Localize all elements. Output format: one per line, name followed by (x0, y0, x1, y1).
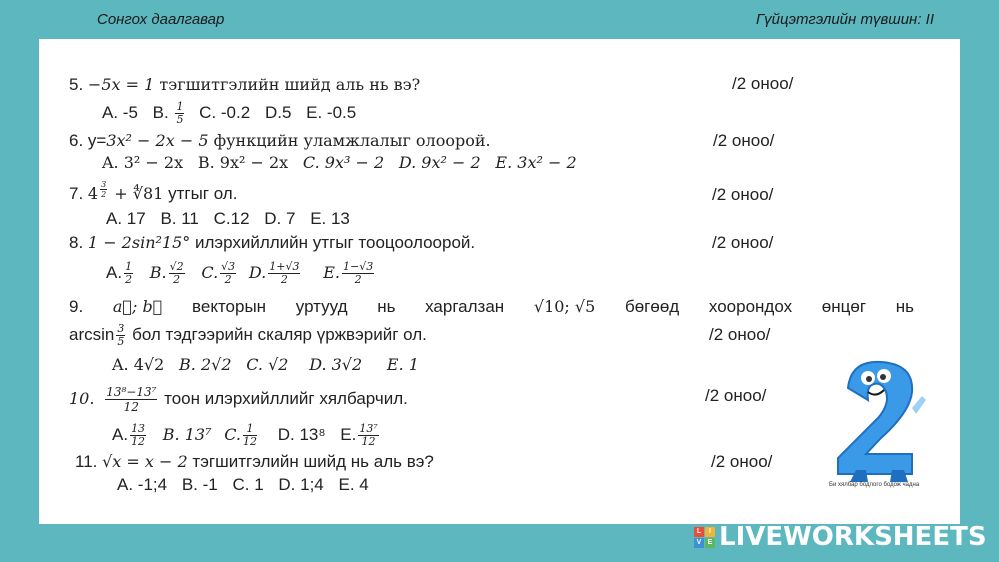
q6-option-c[interactable]: C. 9x³ − 2 (302, 153, 385, 172)
q9-points: /2 оноо/ (709, 325, 771, 344)
q9-option-e[interactable]: E. 1 (386, 355, 419, 374)
q10-option-c[interactable]: C. $\frac{1}{12}$ (224, 422, 257, 448)
q5-option-b-fraction: $\frac{1}{5}$ (176, 100, 184, 126)
q8-option-e[interactable]: E. $\frac{1-√3}{2}$ (323, 260, 374, 286)
q9-options (112, 355, 429, 375)
question-9-line-1 (69, 297, 914, 317)
q5-option-c[interactable]: C. -0.2 (199, 102, 251, 122)
q9-option-c[interactable]: C. √2 (246, 355, 289, 374)
q11-text: тэгшитгэлийн шийд нь аль вэ? (187, 452, 434, 471)
q10-text: тоон илэрхийллийг хялбарчил. (159, 388, 408, 408)
q7-root: + ∜81 (109, 184, 164, 203)
q9-word: нь (377, 297, 396, 316)
q7-points: /2 оноо/ (712, 185, 774, 204)
q7-options (106, 209, 360, 229)
q5-number: 5. (69, 75, 84, 94)
q11-number: 11. (75, 452, 98, 471)
q6-expression: 3x² − 2x − 5 (106, 131, 209, 150)
q6-text: функцийн уламжлалыг олоорой. (208, 131, 491, 150)
q5-option-b[interactable]: B. (152, 102, 169, 122)
q10-options (112, 423, 381, 448)
q10-fraction: $\frac{\text{13⁸−13⁷}}{12}$ (106, 385, 157, 414)
q9-lengths: √10; √5 (533, 297, 596, 316)
q9-text: бол тэдгээрийн скаляр үржвэрийг ол. (127, 324, 427, 344)
number-two-mascot-icon (826, 358, 936, 488)
q11-option-a[interactable]: A. -1;4 (117, 475, 168, 494)
q11-option-d[interactable]: D. 1;4 (278, 475, 324, 494)
q9-number: 9. (69, 297, 84, 316)
q11-options (117, 475, 379, 495)
q9-option-b[interactable]: B. 2√2 (179, 355, 232, 374)
q6-option-b[interactable]: B. 9x² − 2x (197, 153, 289, 172)
q9-word: өнцөг (821, 297, 867, 316)
q6-option-a[interactable]: A. 3² − 2x (102, 153, 184, 172)
q11-points: /2 оноо/ (711, 452, 773, 471)
q6-option-d[interactable]: D. 9x² − 2 (398, 153, 481, 172)
q7-number: 7. (69, 184, 84, 203)
q9-word: нь (895, 297, 914, 316)
q10-option-a[interactable]: A. $\frac{13}{12}$ (112, 422, 146, 449)
q8-option-b[interactable]: B. $\frac{√2}{2}$ (149, 260, 184, 286)
q6-number: 6. y= (69, 131, 107, 150)
header-right: Гүйцэтгэлийн түвшин: II (755, 11, 934, 28)
question-11 (75, 452, 434, 472)
q9-word: харгалзан (425, 297, 505, 316)
q5-equation: −5x = 1 (87, 75, 155, 94)
question-6 (69, 131, 491, 151)
q6-options (102, 153, 587, 173)
question-8 (69, 233, 475, 253)
q6-points: /2 оноо/ (713, 131, 775, 150)
q8-points: /2 оноо/ (712, 233, 774, 252)
q10-option-e[interactable]: E. $\frac{\text{13⁷}}{12}$ (340, 422, 378, 449)
q8-text: илэрхийллийн утгыг тооцоолоорой. (190, 233, 476, 252)
q7-option-b[interactable]: B. 11 (160, 209, 199, 228)
q7-exponent: $\frac{3}{2}$ (101, 180, 107, 199)
q11-option-e[interactable]: E. 4 (338, 475, 369, 494)
q5-options (102, 101, 366, 126)
q8-option-a[interactable]: A. $\frac{1}{2}$ (106, 260, 133, 287)
q7-base: 4 (87, 184, 99, 203)
q7-option-e[interactable]: E. 13 (310, 209, 350, 228)
logo-icon: L I V E (694, 527, 715, 548)
q8-expression: 1 − 2sin²15° (87, 233, 191, 252)
q5-option-d[interactable]: D.5 (264, 102, 292, 122)
liveworksheets-logo (694, 522, 987, 552)
question-7 (69, 180, 238, 204)
q10-option-d[interactable]: D. 13⁸ (277, 425, 326, 444)
q10-points: /2 оноо/ (705, 386, 767, 405)
q11-option-b[interactable]: B. -1 (181, 475, 218, 494)
q9-option-a[interactable]: A. 4√2 (112, 355, 165, 374)
q9-option-d[interactable]: D. 3√2 (309, 355, 363, 374)
q7-option-a[interactable]: A. 17 (106, 209, 146, 228)
worksheet (39, 39, 960, 524)
q7-option-c[interactable]: C.12 (213, 209, 250, 228)
q6-option-e[interactable]: E. 3x² − 2 (495, 153, 577, 172)
q9-vectors: a⃗; b⃗ (112, 297, 163, 316)
question-10 (69, 385, 408, 414)
q5-text: тэгшитгэлийн шийд аль нь вэ? (154, 75, 421, 94)
q5-option-a[interactable]: A. -5 (102, 102, 138, 122)
q10-number: 10. (69, 388, 95, 408)
q8-options (106, 261, 376, 286)
q9-word: бөгөөд (624, 297, 680, 316)
q10-option-b[interactable]: B. 13⁷ (162, 425, 212, 444)
q9-arcsin: arcsin (69, 324, 115, 344)
brand-text: LIVEWORKSHEETS (719, 522, 987, 552)
q7-text: утгыг ол. (168, 184, 238, 203)
mascot-caption: Би хялбар бодлого бодож чадна (829, 482, 920, 488)
q11-option-c[interactable]: C. 1 (232, 475, 264, 494)
q9-fraction: $\frac{3}{5}$ (117, 322, 125, 348)
q8-option-c[interactable]: C. $\frac{√3}{2}$ (201, 260, 236, 286)
q9-word: векторын (192, 297, 267, 316)
q11-equation: √x = x − 2 (102, 452, 188, 471)
q5-option-e[interactable]: E. -0.5 (306, 102, 357, 122)
q8-number: 8. (69, 233, 84, 252)
question-9-line-2 (69, 323, 427, 348)
q9-word: хоорондох (708, 297, 793, 316)
q9-word: уртууд (295, 297, 348, 316)
q8-option-d[interactable]: D. $\frac{1+√3}{2}$ (248, 260, 300, 286)
q5-points: /2 оноо/ (732, 74, 794, 93)
q7-option-d[interactable]: D. 7 (264, 209, 296, 228)
question-5 (69, 75, 420, 95)
header-left: Сонгох даалгавар (97, 11, 225, 28)
